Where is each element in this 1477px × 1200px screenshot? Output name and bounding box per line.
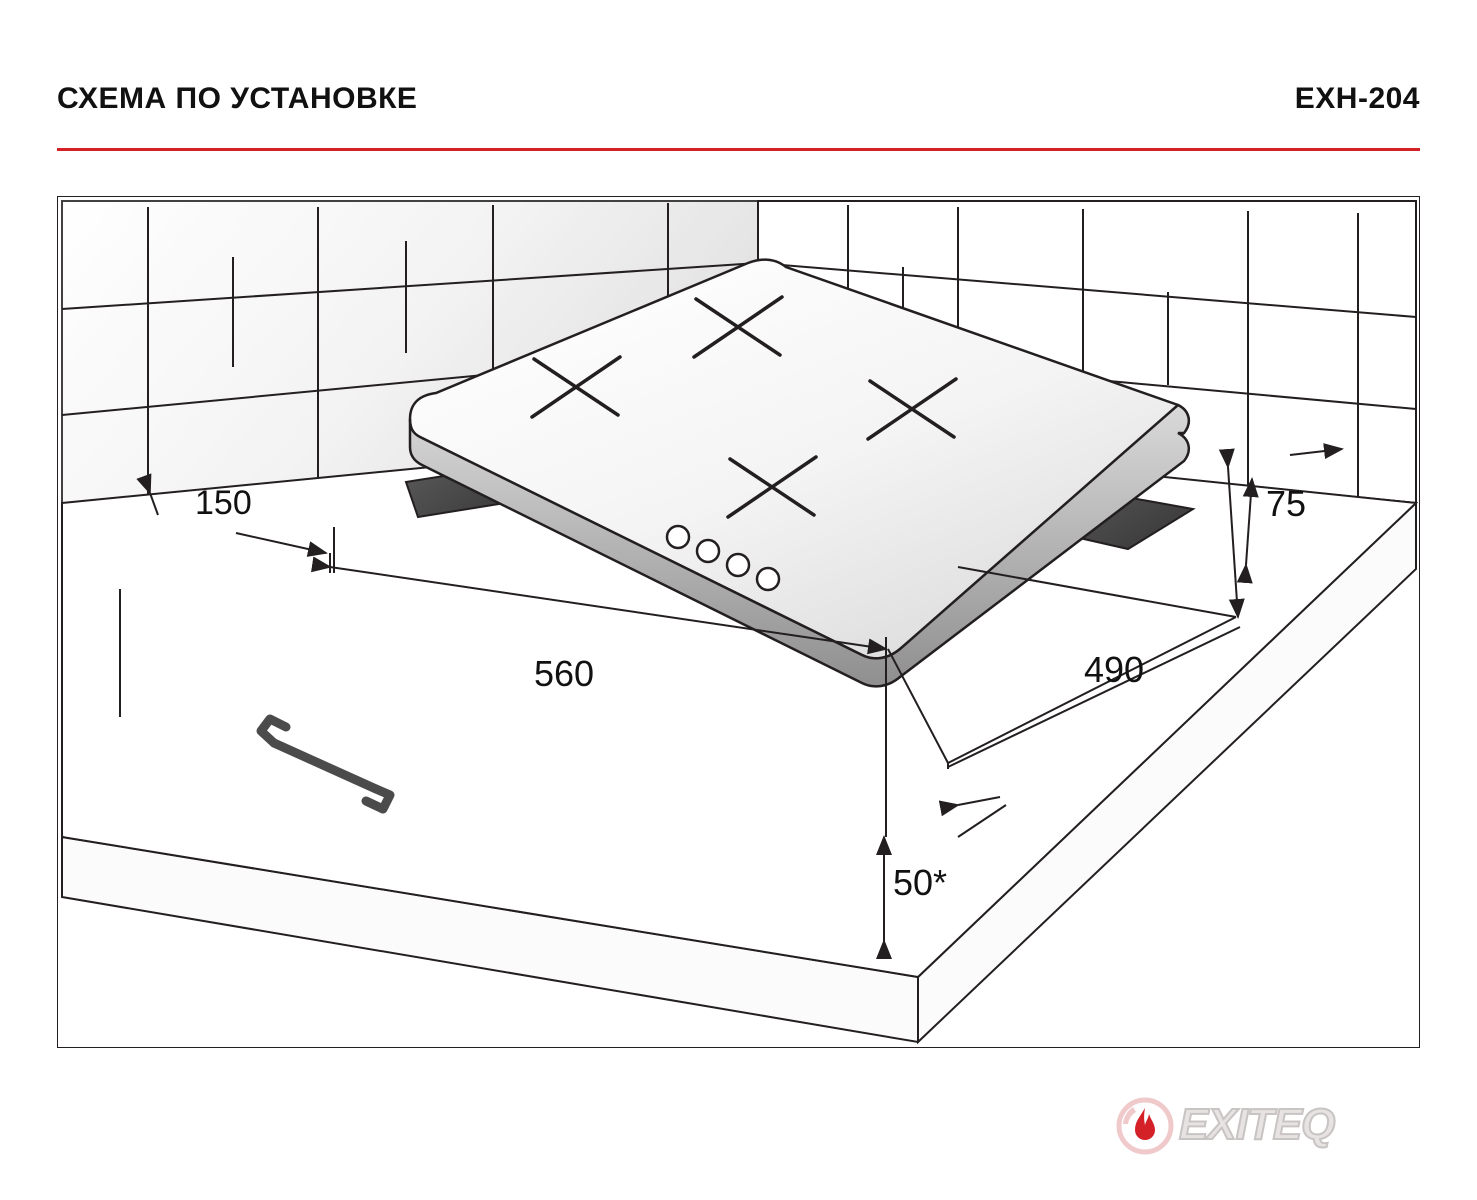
installation-drawing xyxy=(58,197,1420,1048)
flame-icon xyxy=(1115,1096,1175,1156)
page-title: СХЕМА ПО УСТАНОВКЕ xyxy=(57,82,418,115)
brand-logo xyxy=(1115,1092,1415,1162)
dimension-560: 560 xyxy=(534,653,595,694)
model-number: EXH-204 xyxy=(1294,82,1420,115)
dimension-75: 75 xyxy=(1266,483,1307,524)
diagram-frame xyxy=(57,196,1420,1048)
dimension-490: 490 xyxy=(1084,649,1145,690)
dimension-50: 50* xyxy=(893,862,948,903)
dimension-150: 150 xyxy=(195,484,252,522)
header-divider xyxy=(57,148,1420,151)
brand-name: EXITEQ xyxy=(1179,1100,1335,1149)
